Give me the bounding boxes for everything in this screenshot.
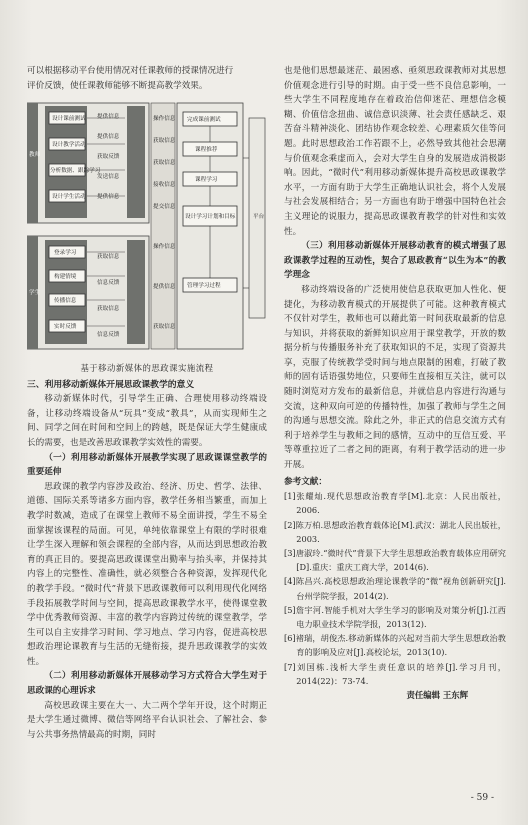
student-box: 登录学习 [54,250,77,256]
center-label: 获取信息 [153,138,176,144]
center-label: 提交信息 [153,204,176,210]
flow-box: 设计学习计划和目标 [185,214,236,220]
paragraph: 也是他们思想最迷茫、最困惑、亟须思政课教师对其思想价值观念进行引导的时期。由于受一些不良信息影响，一些大学生不同程度地存在着政治信仰迷茫、理想信念模糊、价值信念扭曲、诚信意识淡薄、社会责任感缺乏、艰苦奋斗精神淡化、团结协作观念较差、心理素质欠佳等问题。此时思想政治工作若跟不上，必然导致其他社会思潮与价值观念乘虚而入，会对大学生自身的发展造成消极影响。因此，“微时代”利用移动新媒体提升高校思政课教学水平，一方面有助于大学生正确地认识社会，将个人发展与社会发展相结合；另一方面也有助于增强中国特色社会主义理论的说服力，提高思政课教育教学的针对性和实效性。 [284,66,506,237]
reference-item: [5]詹宇河.智能手机对大学生学习的影响及对策分析[J].江西电力职业技术学院学报，2013(12). [284,604,506,630]
center-label: 操作信息 [153,244,176,250]
page-number: - 59 - [470,793,494,803]
student-box: 构建情境 [54,274,77,280]
diagram-caption: 基于移动新媒体的思政课实施流程 [80,363,214,373]
teacher-box: 分析数据、跟踪学习 [50,168,101,174]
teacher-mid-label: 获取反馈 [97,154,120,160]
teacher-box: 设计课前测试 [52,116,86,122]
right-column [284,64,506,703]
process-flow-diagram [27,98,269,354]
text-line: 评价反馈，使任课教师能够不断提高教学效果。 [27,80,208,91]
center-label: 接收信息 [153,182,176,188]
center-label: 操作信息 [153,116,176,122]
subheading: （三）利用移动新媒体开展移动教育的模式增强了思政课教学过程的互动性，契合了思政教育“以生为本”的教学理念 [284,241,506,281]
teacher-label: 教师 [29,152,41,158]
center-label: 提供信息 [153,284,176,290]
references-title: 参考文献： [284,476,327,487]
student-mid-label: 信息反馈 [97,332,120,338]
paragraph: 思政课的教学内容涉及政治、经济、历史、哲学、法律、道德、国际关系等诸多方面内容，教学任务相当繁重，而加上教学时数减，造成了在课堂上教师不易全面讲授，学生不易全面掌握该课程的局面。可见，单纯依靠课堂上有限的学时很难让学生深入理解和领会课程的全部内容，从而达到思想政治教育的真正目的。要提高思政课课堂出勤率与抬头率，并保持其内容上的完整性、准确性，就必须整合各种资源，发挥现代化的教学手段。“微时代”背景下思政课教师可以利用现代化网络手段拓展教学时间与空间，提高思政课教学水平，使得课堂教学中优秀教师资源、丰富的教学内容跨过传统的课堂教学，学生可以自主安排学习时间、学习地点、学习内容，促进高校思想政治理论课教育与生活的无缝衔接，提升思政课教学的实效性。 [27,481,267,667]
teacher-mid-label: 发送信息 [97,174,120,180]
student-box: 实时反馈 [54,324,77,330]
platform-label: 平台 [253,214,265,220]
student-mid-label: 信息反馈 [97,280,120,286]
references-list [284,489,506,688]
student-mid-label: 获取信息 [97,306,120,312]
text-line: 可以根据移动平台使用情况对任课教师的授课情况进行 [27,66,234,76]
center-label: 获取信息 [153,324,176,330]
teacher-mid-label: 提供信息 [97,114,120,120]
student-box: 传播信息 [54,298,77,304]
responsible-editor: 责任编辑 王东辉 [406,690,468,701]
student-mid-label: 获取信息 [97,254,120,260]
teacher-box: 设计教学活动 [52,142,86,148]
flow-box: 管理学习过程 [187,283,221,289]
reference-item: [3]唐淑玲.“微时代”背景下大学生思想政治教育载体应用研究[D].重庆：重庆工商大学，2014(6). [284,548,506,573]
teacher-box: 设计学生活动 [52,194,86,200]
reference-item: [6]褚瑞，胡俊杰.移动新媒体的兴起对当前大学生思想政治教育的影响及应对[J].高校论坛，2013(10). [284,633,506,658]
flow-box: 完成课前测试 [187,117,221,123]
section-heading: 三、利用移动新媒体开展思政课教学的意义 [27,379,195,390]
student-label: 学生 [29,290,41,296]
intro-continuation [27,64,267,93]
paragraph: 移动新媒体时代，引导学生正确、合理使用移动终端设备，让移动终端设备从“玩具”变成“教具”，从而实现师生之间、同学之间在时间和空间上的跨越，既是保证大学生健康成长的需要，也是改善思政课教学实效性的需要。 [27,394,267,448]
center-label: 获取信息 [153,160,176,166]
teacher-mid-label: 提供信息 [97,194,120,200]
paragraph: 移动终端设备的广泛使用使信息获取更加人性化、便捷化，为移动教育模式的开展提供了可能。这种教育模式不仅针对学生，教师也可以藉此第一时间获取最新的信息与知识，并将获取的新鲜知识应用于课堂教学，开放的数据分析与传播服务补充了获取知识的不足，实现了资源共享，克服了传统教学受时间与地点限制的困难，打破了教师的固有话语强势地位，只要师生直接相互关注，就可以随时浏览对方发布的最新信息，并就信息内容进行沟通与交流，这种双向可逆的传播特性，加强了教师与学生之间的沟通与思想交流。除此之外，非正式的信息交流方式有利于培养学生与教师之间的感情，互动中的互信互爱、平等尊重拉近了二者之间的距离，有利于教学活动的进一步开展。 [284,284,506,471]
reference-item: [4]陈昌兴.高校思想政治理论课教学的“微”视角创新研究[J].台州学院学报，2014(2). [284,576,506,601]
teacher-mid-label: 提供信息 [97,134,120,140]
flow-box: 课程学习 [195,177,218,183]
reference-item: [2]陈万柏.思想政治教育载体论[M].武汉：湖北人民出版社，2003. [284,519,506,544]
subheading: （一）利用移动新媒体开展教学实现了思政课课堂教学的重要延伸 [27,452,267,478]
subheading: （二）利用移动新媒体开展移动学习方式符合大学生对于思政课的心理诉求 [27,671,267,697]
left-column [27,359,267,742]
reference-item: [1]张耀灿.现代思想政治教育学[M].北京：人民出版社，2006. [284,491,506,516]
paragraph: 高校思政课主要在大一、大二两个学年开设，这个时期正是大学生通过微博、微信等网络平台认识社会、了解社会、参与公共事务热情最高的时期，同时 [27,700,267,740]
flow-box: 课程推荐 [195,147,218,153]
reference-item: [7]刘国栋.浅析大学生责任意识的培养[J].学习月刊，2014(22)：73-74. [284,661,506,686]
flow-diagram-svg [27,98,269,354]
